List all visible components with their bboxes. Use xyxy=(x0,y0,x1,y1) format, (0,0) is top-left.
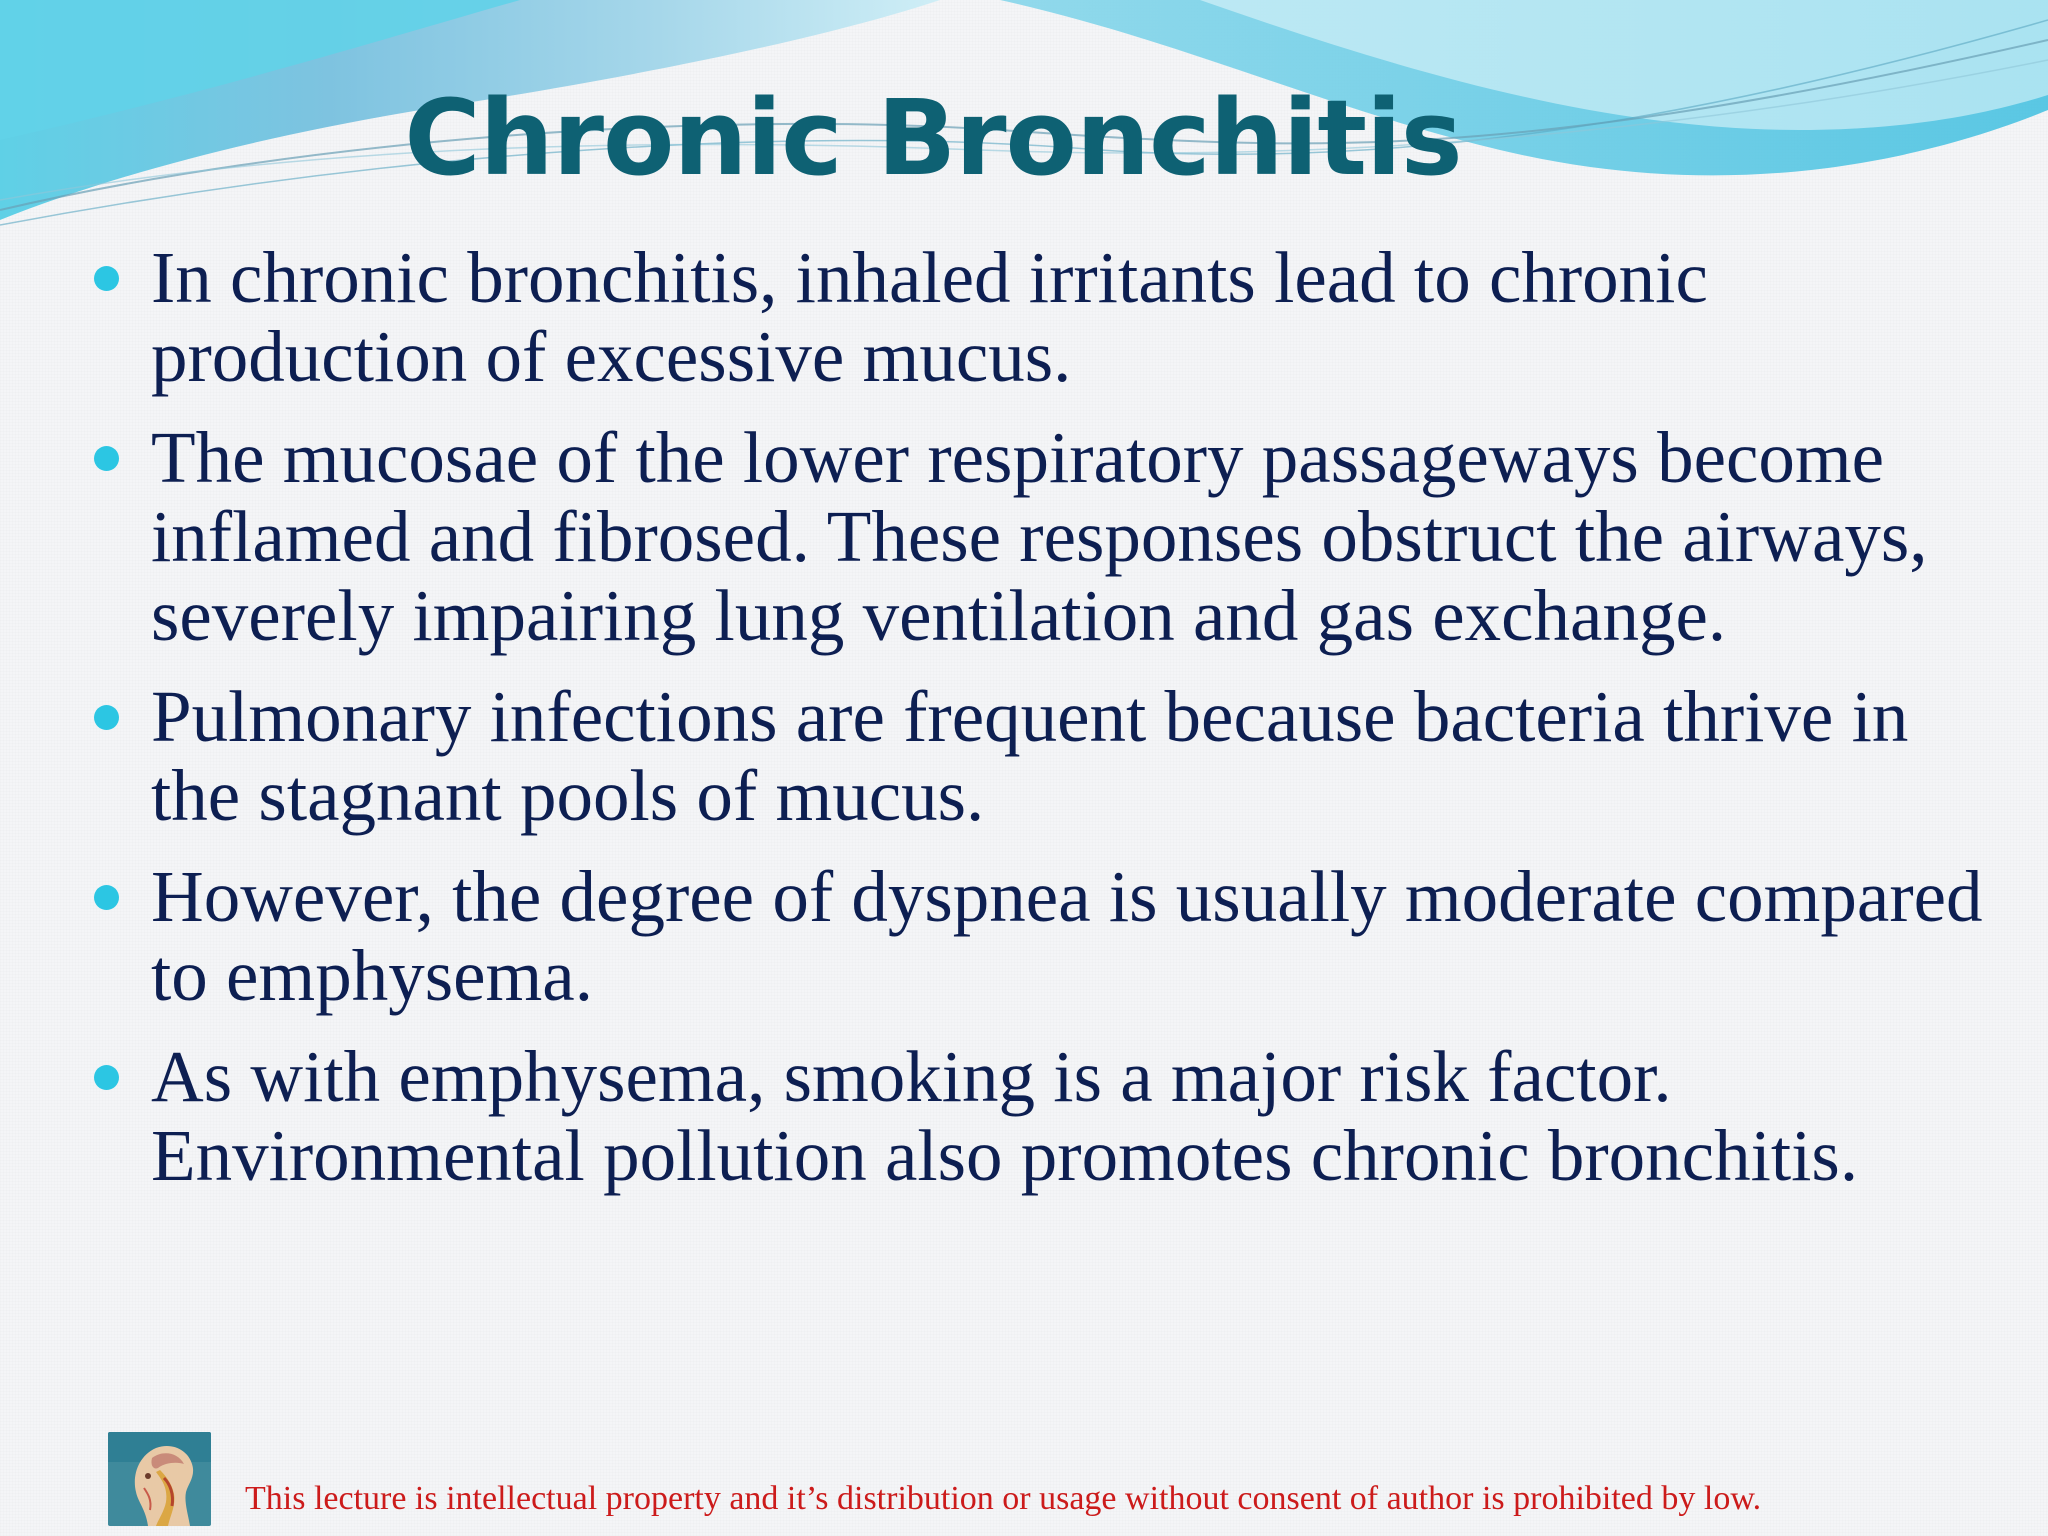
bullet-list xyxy=(0,238,2048,1217)
copyright-notice: This lecture is intellectual property and it’s distribution or usage without consent of author is prohibited by low. xyxy=(245,1480,1762,1517)
bullet-text: In chronic bronchitis, inhaled irritants lead to chronic production of excessive mucus. xyxy=(151,237,1708,397)
bullet-item xyxy=(0,857,2048,1015)
bullet-dot-icon xyxy=(94,1065,119,1090)
bullet-text: Pulmonary infections are frequent because bacteria thrive in the stagnant pools of mucus. xyxy=(151,676,1909,836)
slide-title: Chronic Bronchitis xyxy=(404,77,1462,199)
anatomy-head-icon xyxy=(108,1432,211,1526)
bullet-item xyxy=(0,1037,2048,1195)
anatomy-thumbnail-image xyxy=(108,1432,211,1526)
bullet-text: As with emphysema, smoking is a major risk factor. Environmental pollution also promotes chronic bronchitis. xyxy=(151,1036,1859,1196)
bullet-item xyxy=(0,677,2048,835)
bullet-item xyxy=(0,418,2048,655)
bullet-text: The mucosae of the lower respiratory passageways become inflamed and fibrosed. These responses obstruct the airways, severely impairing lung ventilation and gas exchange. xyxy=(151,417,1928,656)
bullet-dot-icon xyxy=(94,885,119,910)
bullet-dot-icon xyxy=(94,266,119,291)
bullet-text: However, the degree of dyspnea is usually moderate compared to emphysema. xyxy=(151,856,1983,1016)
bullet-dot-icon xyxy=(94,446,119,471)
bullet-dot-icon xyxy=(94,705,119,730)
bullet-item xyxy=(0,238,2048,396)
